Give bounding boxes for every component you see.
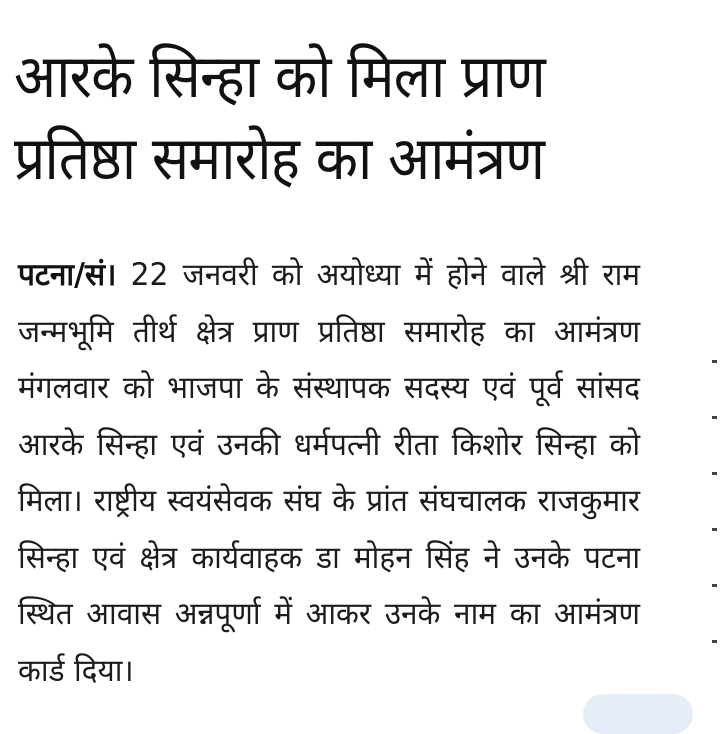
dateline: पटना/सं। [18, 257, 117, 293]
headline: आरके सिन्हा को मिला प्राण प्रतिष्ठा समारोह का आमंत्रण [14, 42, 545, 194]
article-body [18, 247, 640, 699]
article-body-text: 22 जनवरी को अयोध्या में होने वाले श्री राम जन्मभूमि तीर्थ क्षेत्र प्राण प्रतिष्ठा समारोह का आमंत्रण मंगलवार को भाजपा के संस्थापक सदस्य एवं पूर्व सांसद आरके सिन्हा एवं उनकी धर्मपत्नी रीता किशोर सिन्हा को मिला। राष्ट्रीय स्वयंसेवक संघ के प्रांत संघचालक राजकुमार सिन्हा एवं क्षेत्र कार्यवाहक डा मोहन सिंह ने उनके पटना स्थित आवास अन्नपूर्णा में आकर उनके नाम का आमंत्रण कार्ड दिया। [18, 257, 641, 689]
corner-overlay [583, 694, 693, 734]
adjacent-column-edge [712, 360, 720, 700]
